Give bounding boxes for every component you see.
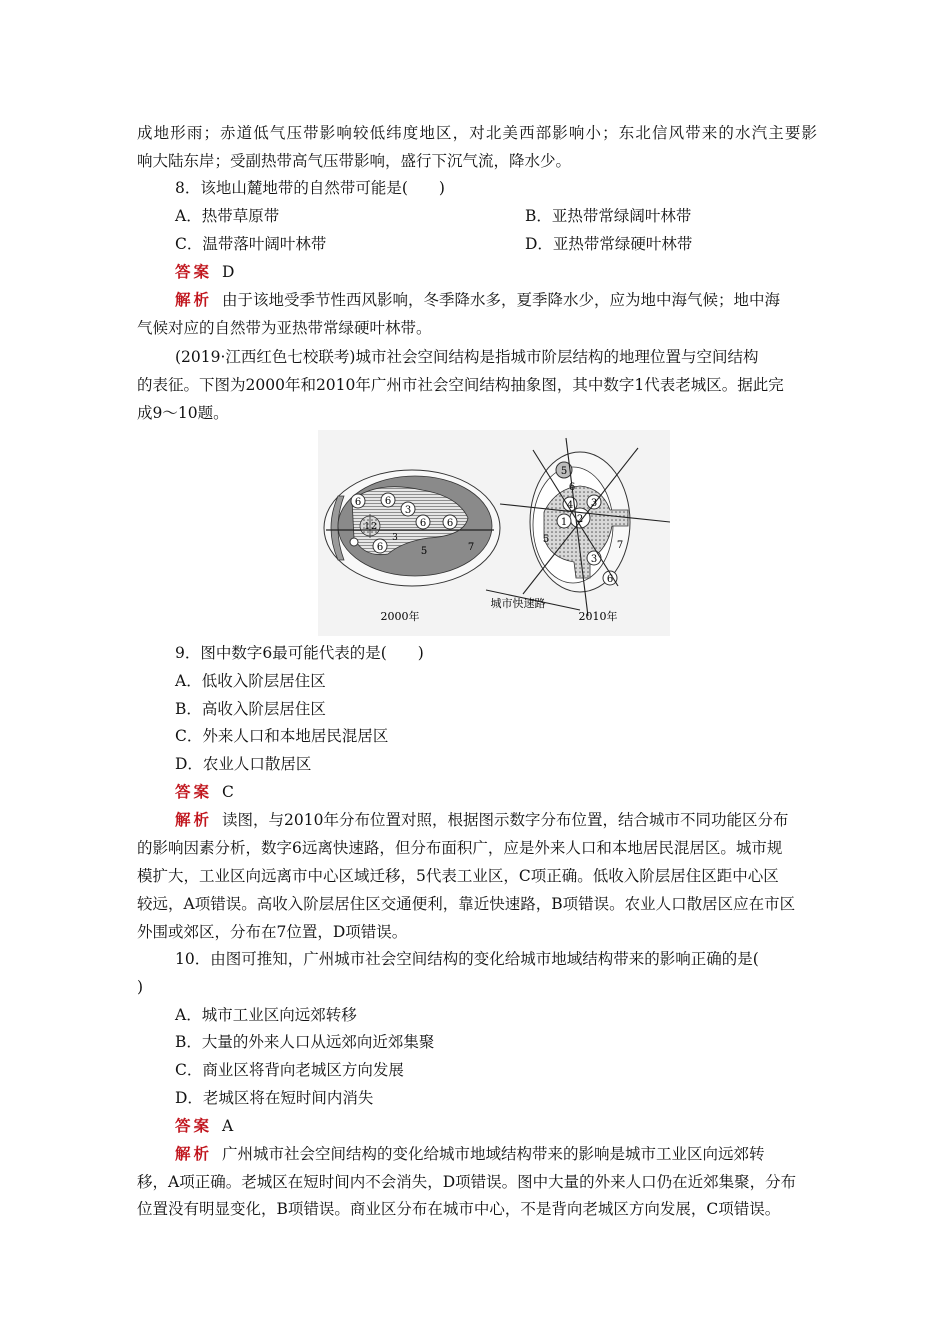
option-c: C．商业区将背向老城区方向发展 — [175, 1061, 404, 1079]
option-c: C．外来人口和本地居民混居区 — [175, 727, 389, 745]
city-structure-figure — [318, 430, 670, 636]
zone-label: 3 — [590, 554, 598, 565]
paragraph-line: 模扩大，工业区向远离市中心区域迁移，5代表工业区，C项正确。低收入阶层居住区距中心区 — [137, 867, 779, 885]
paragraph-line: 位置没有明显变化，B项错误。商业区分布在城市中心，不是背向老城区方向发展，C项错误。 — [137, 1200, 781, 1218]
intro-line: 成9～10题。 — [137, 404, 229, 422]
question-10-analysis — [175, 1144, 817, 1164]
zone-label: 6 — [384, 496, 392, 507]
question-8-analysis — [175, 290, 817, 310]
option-d: D．亚热带常绿硬叶林带 — [525, 235, 693, 253]
option-b: B．高收入阶层居住区 — [175, 700, 326, 718]
question-10-stem: 10．由图可推知，广州城市社会空间结构的变化给城市地域结构带来的影响正确的是( — [175, 950, 759, 968]
zone-label: 7 — [467, 542, 475, 553]
option-a: A．低收入阶层居住区 — [175, 672, 326, 690]
answer-label: 答案 — [175, 262, 213, 281]
answer-value: A — [222, 1117, 234, 1135]
caption-2000: 2000年 — [380, 610, 420, 623]
zone-label: 2 — [371, 522, 377, 532]
option-b: B．大量的外来人口从远郊向近郊集聚 — [175, 1033, 435, 1051]
answer-value: C — [222, 783, 234, 801]
zone-label: 5 — [542, 534, 550, 545]
answer-value: D — [222, 263, 235, 281]
analysis-label: 解析 — [175, 290, 213, 309]
zone-label: 3 — [404, 505, 412, 516]
question-8-options-row-1 — [175, 206, 855, 226]
paragraph-line: 成地形雨；赤道低气压带影响较低纬度地区，对北美西部影响小；东北信风带来的水汽主要影 — [137, 124, 817, 142]
paragraph-line: 的影响因素分析，数字6远离快速路，但分布面积广，应是外来人口和本地居民混居区。城市规 — [137, 839, 783, 857]
zone-label: 7 — [616, 540, 624, 551]
option-a: A．城市工业区向远郊转移 — [175, 1006, 357, 1024]
zone-label: 2 — [576, 514, 584, 525]
question-10-stem-end: ) — [137, 978, 144, 996]
analysis-text: 由于该地受季节性西风影响，冬季降水多，夏季降水少，应为地中海气候；地中海 — [222, 291, 781, 309]
paragraph-line: 响大陆东岸；受副热带高气压带影响，盛行下沉气流，降水少。 — [137, 152, 572, 170]
road-legend-label: 城市快速路 — [490, 597, 546, 610]
option-d: D．老城区将在短时间内消失 — [175, 1089, 374, 1107]
question-10-answer — [175, 1116, 855, 1136]
zone-label: 5 — [420, 546, 428, 557]
zone-label: 1 — [364, 522, 370, 532]
question-8-stem: 8．该地山麓地带的自然带可能是( ) — [175, 179, 445, 197]
paragraph-line: 外围或郊区，分布在7位置，D项错误。 — [137, 923, 408, 941]
question-9-analysis — [175, 810, 817, 830]
question-8-options-row-2 — [175, 234, 855, 254]
zone-label: 3 — [590, 498, 598, 509]
analysis-text: 广州城市社会空间结构的变化给城市地域结构带来的影响是城市工业区向远郊转 — [222, 1145, 765, 1163]
zone-label: 3 — [392, 533, 398, 543]
zone-label: 4 — [566, 500, 574, 511]
option-b: B．亚热带常绿阔叶林带 — [525, 207, 692, 225]
option-c: C．温带落叶阔叶林带 — [175, 235, 327, 253]
option-a: A．热带草原带 — [175, 207, 280, 225]
paragraph-line: 移，A项正确。老城区在短时间内不会消失，D项错误。图中大量的外来人口仍在近郊集聚，分布 — [137, 1173, 797, 1191]
zone-label: 6 — [568, 482, 576, 493]
zone-label: 6 — [354, 497, 362, 508]
intro-line: (2019·江西红色七校联考)城市社会空间结构是指城市阶层结构的地理位置与空间结构 — [175, 348, 759, 366]
zone-label: 6 — [419, 518, 427, 529]
zone-label: 6 — [446, 518, 454, 529]
zone-label: 5 — [560, 466, 568, 477]
question-9-stem: 9．图中数字6最可能代表的是( ) — [175, 644, 424, 662]
paragraph-line: 较远，A项错误。高收入阶层居住区交通便利，靠近快速路，B项错误。农业人口散居区应在市区 — [137, 895, 796, 913]
zone-label: 6 — [606, 574, 614, 585]
question-8-answer — [175, 262, 855, 282]
analysis-label: 解析 — [175, 1144, 213, 1163]
option-d: D．农业人口散居区 — [175, 755, 312, 773]
intro-line: 的表征。下图为2000年和2010年广州市社会空间结构抽象图，其中数字1代表老城区。据此完 — [137, 376, 784, 394]
answer-label: 答案 — [175, 782, 213, 801]
paragraph-line: 气候对应的自然带为亚热带常绿硬叶林带。 — [137, 319, 432, 337]
zone-label: 6 — [376, 542, 384, 553]
zone-label: 1 — [560, 517, 568, 528]
analysis-text: 读图，与2010年分布位置对照，根据图示数字分布位置，结合城市不同功能区分布 — [222, 811, 789, 829]
caption-2010: 2010年 — [578, 610, 618, 623]
answer-label: 答案 — [175, 1116, 213, 1135]
question-9-answer — [175, 782, 855, 802]
analysis-label: 解析 — [175, 810, 213, 829]
